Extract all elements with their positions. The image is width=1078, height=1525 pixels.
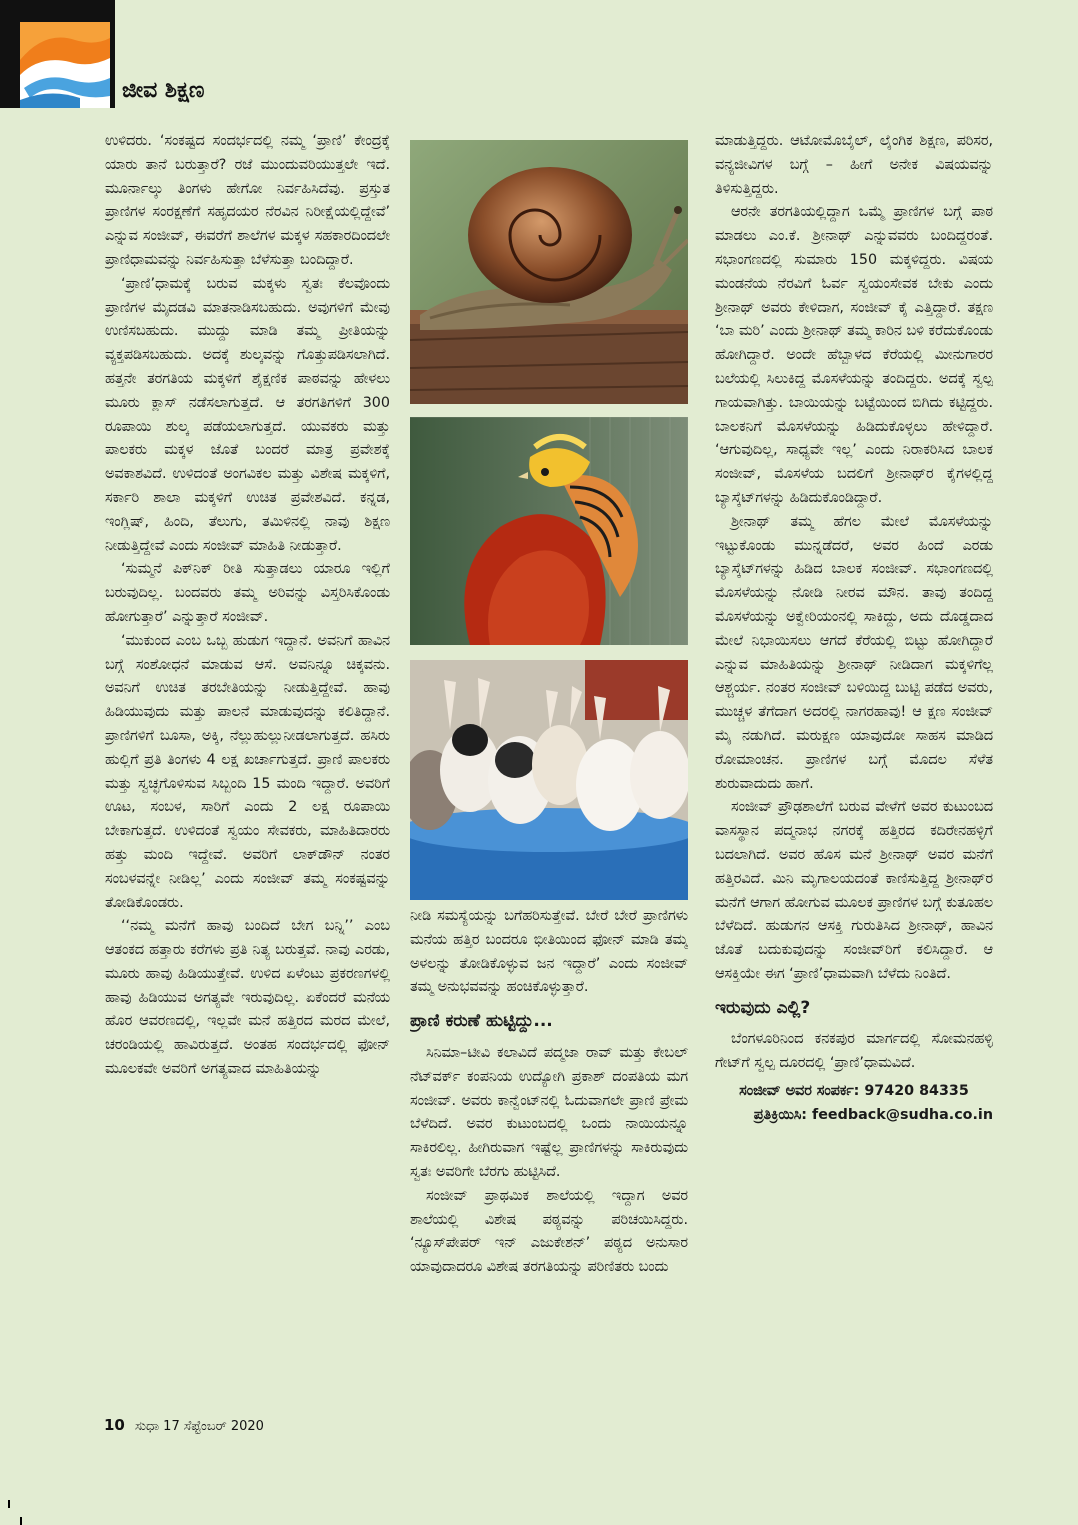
golden-pheasant-photo bbox=[410, 417, 688, 645]
subheading: ಇರುವುದು ಎಲ್ಲಿ? bbox=[715, 997, 811, 1018]
snail-photo bbox=[410, 140, 688, 404]
section-logo-icon bbox=[0, 0, 112, 108]
crop-mark bbox=[8, 1500, 10, 1508]
paragraph: ನೀಡಿ ಸಮಸ್ಯೆಯನ್ನು ಬಗೆಹರಿಸುತ್ತೇವೆ. ಬೇರೆ ಬೇರೆ ಪ್ರಾಣಿಗಳು ಮನೆಯ ಹತ್ತಿರ ಬಂದರೂ ಭೀತಿಯಿಂದ ಫೋನ್ ಮಾಡಿ ತಮ್ಮ ಅಳಲನ್ನು ತೋಡಿಕೊಳ್ಳುವ ಜನ ಇದ್ದಾರೆ’ ಎಂದು ಸಂಜೀವ್ ತಮ್ಮ ಅನುಭವವನ್ನು ಹಂಚಿಕೊಳ್ಳುತ್ತಾರೆ. bbox=[410, 908, 688, 996]
article-column-1 bbox=[105, 130, 390, 1422]
paragraph: ಮಾಡುತ್ತಿದ್ದರು. ಆಟೋಮೊಬೈಲ್, ಲೈಂಗಿಕ ಶಿಕ್ಷಣ, ಪರಿಸರ, ವನ್ಯಜೀವಿಗಳ ಬಗ್ಗೆ – ಹೀಗೆ ಅನೇಕ ವಿಷಯವನ್ನು ತಿಳಿಸುತ್ತಿದ್ದರು. bbox=[715, 133, 993, 197]
subheading: ಪ್ರಾಣಿ ಕರುಣೆ ಹುಟ್ಟಿದ್ದು... bbox=[410, 1011, 553, 1032]
paragraph: ಸಂಜೀವ್ ಪ್ರಾಥಮಿಕ ಶಾಲೆಯಲ್ಲಿ ಇದ್ದಾಗ ಅವರ ಶಾಲೆಯಲ್ಲಿ ವಿಶೇಷ ಪಠ್ಯವನ್ನು ಪರಿಚಯಿಸಿದ್ದರು. ‘ನ್ಯೂಸ್‌ಪೇಪರ್ ಇನ್ ಎಜುಕೇಶನ್’ ಪಠ್ಯದ ಅನುಸಾರ ಯಾವುದಾದರೂ ವಿಶೇಷ ತರಗತಿಯನ್ನು ಪರಿಣಿತರು ಬಂದು bbox=[410, 1187, 688, 1276]
section-title: ಜೀವ ಶಿಕ್ಷಣ bbox=[122, 78, 205, 103]
contact-line: ಸಂಜೀವ್ ಅವರ ಸಂಪರ್ಕ: 97420 84335 bbox=[739, 1083, 969, 1100]
paragraph: ‘ಮುಕುಂದ ಎಂಬ ಒಬ್ಬ ಹುಡುಗ ಇದ್ದಾನೆ. ಅವನಿಗೆ ಹಾವಿನ ಬಗ್ಗೆ ಸಂಶೋಧನೆ ಮಾಡುವ ಆಸೆ. ಅವನಿನ್ನೂ ಚಿಕ್ಕವನು. ಅವನಿಗೆ ಉಚಿತ ತರಬೇತಿಯನ್ನು ನೀಡುತ್ತಿದ್ದೇವೆ. ಹಾವು ಹಿಡಿಯುವುದು ಮತ್ತು ಪಾಲನೆ ಮಾಡುವುದನ್ನು ಕಲಿತಿದ್ದಾನೆ. ಪ್ರಾಣಿಗಳಿಗೆ ಬೂಸಾ, ಅಕ್ಕಿ, ನೆಲ್ಲುಹುಲ್ಲುನೀಡಲಾಗುತ್ತದೆ. ಹಸಿರು ಹುಲ್ಲಿಗೆ ಪ್ರತಿ ತಿಂಗಳು 4 ಲಕ್ಷ ಖರ್ಚಾಗುತ್ತದೆ. ಪ್ರಾಣಿ ಪಾಲಕರು ಮತ್ತು ಸ್ವಚ್ಛಗೊಳಿಸುವ ಸಿಬ್ಬಂದಿ 15 ಮಂದಿ ಇದ್ದಾರೆ. ಅವರಿಗೆ ಊಟ, ಸಂಬಳ, ಸಾರಿಗೆ ಎಂದು 2 ಲಕ್ಷ ರೂಪಾಯಿ ಬೇಕಾಗುತ್ತದೆ. ಉಳಿದಂತೆ ಸ್ವಯಂ ಸೇವಕರು, ಮಾಹಿತಿದಾರರು ಹತ್ತು ಮಂದಿ ಇದ್ದೇವೆ. ಅವರಿಗೆ ಲಾಕ್‌ಡೌನ್ ನಂತರ ಸಂಬಳವನ್ನೇ ನೀಡಿಲ್ಲ’ ಎಂದು ಸಂಜೀವ್ ತಮ್ಮ ಸಂಕಷ್ಟವನ್ನು ತೋಡಿಕೊಂಡರು. bbox=[105, 632, 390, 911]
paragraph: ‘ಪ್ರಾಣಿ’ಧಾಮಕ್ಕೆ ಬರುವ ಮಕ್ಕಳು ಸ್ವತಃ ಕೆಲವೊಂದು ಪ್ರಾಣಿಗಳ ಮೈದಡವಿ ಮಾತನಾಡಿಸಬಹುದು. ಅವುಗಳಿಗೆ ಮೇವು ಉಣಿಸಬಹುದು. ಮುದ್ದು ಮಾಡಿ ತಮ್ಮ ಪ್ರೀತಿಯನ್ನು ವ್ಯಕ್ತಪಡಿಸಬಹುದು. ಅದಕ್ಕೆ ಶುಲ್ಕವನ್ನು ಗೊತ್ತುಪಡಿಸಲಾಗಿದೆ. ಹತ್ತನೇ ತರಗತಿಯ ಮಕ್ಕಳಿಗೆ ಶೈಕ್ಷಣಿಕ ಪಾಠವನ್ನು ಹೇಳಲು ಮೂರು ಕ್ಲಾಸ್ ನಡೆಸಲಾಗುತ್ತದೆ. ಆ ತರಗತಿಗಳಿಗೆ 300 ರೂಪಾಯಿ ಶುಲ್ಕ ಪಡೆಯಲಾಗುತ್ತದೆ. ಯುವಕರು ಮತ್ತು ಪಾಲಕರು ಮಕ್ಕಳ ಜೊತೆ ಬಂದರೆ ಮಾತ್ರ ಪ್ರವೇಶಕ್ಕೆ ಅವಕಾಶವಿದೆ. ಉಳಿದಂತೆ ಅಂಗವಿಕಲ ಮತ್ತು ವಿಶೇಷ ಮಕ್ಕಳಿಗೆ, ಸರ್ಕಾರಿ ಶಾಲಾ ಮಕ್ಕಳಿಗೆ ಉಚಿತ ಪ್ರವೇಶವಿದೆ. ಕನ್ನಡ, ಇಂಗ್ಲಿಷ್, ಹಿಂದಿ, ತೆಲುಗು, ತಮಿಳಿನಲ್ಲಿ ನಾವು ಶಿಕ್ಷಣ ನೀಡುತ್ತಿದ್ದೇವೆ ಎಂದು ಸಂಜೀವ್ ಮಾಹಿತಿ ನೀಡುತ್ತಾರೆ. bbox=[105, 275, 390, 554]
paragraph: ಸಂಜೀವ್ ಪ್ರೌಢಶಾಲೆಗೆ ಬರುವ ವೇಳೆಗೆ ಅವರ ಕುಟುಂಬದ ವಾಸಸ್ಥಾನ ಪದ್ಮನಾಭ ನಗರಕ್ಕೆ ಹತ್ತಿರದ ಕದಿರೇನಹಳ್ಳಿಗೆ ಬದಲಾಗಿದೆ. ಅವರ ಹೊಸ ಮನೆ ಶ್ರೀನಾಥ್ ಅವರ ಮನೆಗೆ ಹತ್ತಿರವಿದೆ. ಮಿನಿ ಮೃಗಾಲಯದಂತೆ ಕಾಣಿಸುತ್ತಿದ್ದ ಶ್ರೀನಾಥ್‌ರ ಮನೆಗೆ ಆಗಾಗ ಹೋಗುವ ಮೂಲಕ ಪ್ರಾಣಿಗಳ ಬಗ್ಗೆ ಕುತೂಹಲ ಬೆಳೆದಿದೆ. ಹುಡುಗನ ಆಸಕ್ತಿ ಗುರುತಿಸಿದ ಶ್ರೀನಾಥ್, ಹಾವಿನ ಜೊತೆ ಬದುಕುವುದನ್ನು ಸಂಜೀವ್‌ರಿಗೆ ಕಲಿಸಿದ್ದಾರೆ. ಆ ಆಸಕ್ತಿಯೇ ಈಗ ‘ಪ್ರಾಣಿ’ಧಾಮವಾಗಿ ಬೆಳೆದು ನಿಂತಿದೆ. bbox=[715, 799, 993, 982]
page-number: 10 bbox=[104, 1416, 125, 1434]
paragraph: ‘‘ನಮ್ಮ ಮನೆಗೆ ಹಾವು ಬಂದಿದೆ ಬೇಗ ಬನ್ನಿ’’ ಎಂಬ ಆತಂಕದ ಹತ್ತಾರು ಕರೆಗಳು ಪ್ರತಿ ನಿತ್ಯ ಬರುತ್ತವೆ. ನಾವು ಎರಡು, ಮೂರು ಹಾವು ಹಿಡಿಯುತ್ತೇವೆ. ಉಳಿದ ಏಳೆಂಟು ಪ್ರಕರಣಗಳಲ್ಲಿ ಹಾವು ಹಿಡಿಯುವ ಅಗತ್ಯವೇ ಇರುವುದಿಲ್ಲ. ಏಕೆಂದರೆ ಮನೆಯ ಹೊರ ಆವರಣದಲ್ಲಿ, ಇಲ್ಲವೇ ಮನೆ ಹತ್ತಿರದ ಮರದ ಮೇಲೆ, ಚರಂಡಿಯಲ್ಲಿ ಹಾವಿರುತ್ತದೆ. ಅಂತಹ ಸಂದರ್ಭದಲ್ಲಿ ಫೋನ್ ಮೂಲಕವೇ ಅವರಿಗೆ ಅಗತ್ಯವಾದ ಮಾಹಿತಿಯನ್ನು bbox=[105, 918, 390, 1078]
paragraph: ಬೆಂಗಳೂರಿನಿಂದ ಕನಕಪುರ ಮಾರ್ಗದಲ್ಲಿ ಸೋಮನಹಳ್ಳಿ ಗೇಟ್‌ಗೆ ಸ್ವಲ್ಪ ದೂರದಲ್ಲಿ ‘ಪ್ರಾಣಿ’ಧಾಮವಿದೆ. bbox=[715, 1031, 993, 1072]
issue-info: ಸುಧಾ 17 ಸೆಪ್ಟೆಂಬರ್ 2020 bbox=[135, 1419, 264, 1434]
paragraph: ಉಳಿದರು. ‘ಸಂಕಷ್ಟದ ಸಂದರ್ಭದಲ್ಲಿ ನಮ್ಮ ‘ಪ್ರಾಣಿ’ ಕೇಂದ್ರಕ್ಕೆ ಯಾರು ತಾನೆ ಬರುತ್ತಾರೆ? ರಜೆ ಮುಂದುವರಿಯುತ್ತಲೇ ಇದೆ. ಮೂರ್ನಾಲ್ಕು ತಿಂಗಳು ಹೇಗೋ ನಿರ್ವಹಿಸಿದೆವು. ಪ್ರಸ್ತುತ ಪ್ರಾಣಿಗಳ ಸಂರಕ್ಷಣೆಗೆ ಸಹೃದಯರ ನೆರವಿನ ನಿರೀಕ್ಷೆಯಲ್ಲಿದ್ದೇವೆ’ ಎನ್ನುವ ಸಂಜೀವ್, ಈವರೆಗೆ ಶಾಲೆಗಳ ಮಕ್ಕಳ ಸಹಕಾರದಿಂದಲೇ ಪ್ರಾಣಿಧಾಮವನ್ನು ನಿರ್ವಹಿಸುತ್ತಾ ಬೆಳೆಸುತ್ತಾ ಬಂದಿದ್ದಾರೆ. bbox=[105, 133, 390, 268]
crop-mark bbox=[20, 1517, 22, 1525]
paragraph: ‘ಸುಮ್ಮನೆ ಪಿಕ್‌ನಿಕ್ ರೀತಿ ಸುತ್ತಾಡಲು ಯಾರೂ ಇಲ್ಲಿಗೆ ಬರುವುದಿಲ್ಲ. ಬಂದವರು ತಮ್ಮ ಅರಿವನ್ನು ವಿಸ್ತರಿಸಿಕೊಂಡು ಹೋಗುತ್ತಾರೆ’ ಎನ್ನುತ್ತಾರೆ ಸಂಜೀವ್. bbox=[105, 561, 390, 625]
rabbits-drinking-photo bbox=[410, 660, 688, 900]
paragraph: ಆರನೇ ತರಗತಿಯಲ್ಲಿದ್ದಾಗ ಒಮ್ಮೆ ಪ್ರಾಣಿಗಳ ಬಗ್ಗೆ ಪಾಠ ಮಾಡಲು ಎಂ.ಕೆ. ಶ್ರೀನಾಥ್ ಎನ್ನುವವರು ಬಂದಿದ್ದರಂತೆ. ಸಭಾಂಗಣದಲ್ಲಿ ಸುಮಾರು 150 ಮಕ್ಕಳಿದ್ದರು. ವಿಷಯ ಮಂಡನೆಯ ನೆರವಿಗೆ ಓರ್ವ ಸ್ವಯಂಸೇವಕ ಬೇಕು ಎಂದು ಶ್ರೀನಾಥ್ ಅವರು ಕೇಳಿದಾಗ, ಸಂಜೀವ್ ಕೈ ಎತ್ತಿದ್ದಾರೆ. ತಕ್ಷಣ ‘ಬಾ ಮರಿ’ ಎಂದು ಶ್ರೀನಾಥ್ ತಮ್ಮ ಕಾರಿನ ಬಳಿ ಕರೆದುಕೊಂಡು ಹೋಗಿದ್ದಾರೆ. ಅಂದೇ ಹೆಬ್ಬಾಳದ ಕೆರೆಯಲ್ಲಿ ಮೀನುಗಾರರ ಬಲೆಯಲ್ಲಿ ಸಿಲುಕಿದ್ದ ಮೊಸಳೆಯನ್ನು ತಂದಿದ್ದರು. ಅದಕ್ಕೆ ಸ್ವಲ್ಪ ಗಾಯವಾಗಿತ್ತು. ಬಾಯಿಯನ್ನು ಬಟ್ಟೆಯಿಂದ ಬಿಗಿದು ಕಟ್ಟಿದ್ದರು. ಬಾಲಕನಿಗೆ ಮೊಸಳೆಯನ್ನು ಹಿಡಿದುಕೊಳ್ಳಲು ಹೇಳಿದ್ದಾರೆ. ‘ಆಗುವುದಿಲ್ಲ, ಸಾಧ್ಯವೇ ಇಲ್ಲ’ ಎಂದು ನಿರಾಕರಿಸಿದ ಬಾಲಕ ಸಂಜೀವ್, ಮೊಸಳೆಯ ಬದಲಿಗೆ ಶ್ರೀನಾಥ್‌ರ ಕೈಗಳಲ್ಲಿದ್ದ ಬ್ಯಾಸ್ಕೆಟ್‌ಗಳನ್ನು ಹಿಡಿದುಕೊಂಡಿದ್ದಾರೆ. bbox=[715, 204, 993, 506]
feedback-line: ಪ್ರತಿಕ್ರಿಯಿಸಿ: feedback@sudha.co.in bbox=[753, 1106, 993, 1123]
paragraph: ಶ್ರೀನಾಥ್ ತಮ್ಮ ಹೆಗಲ ಮೇಲೆ ಮೊಸಳೆಯನ್ನು ಇಟ್ಟುಕೊಂಡು ಮುನ್ನಡೆದರೆ, ಅವರ ಹಿಂದೆ ಎರಡು ಬ್ಯಾಸ್ಕೆಟ್‌ಗಳನ್ನು ಹಿಡಿದ ಬಾಲಕ ಸಂಜೀವ್. ಸಭಾಂಗಣದಲ್ಲಿ ಮೊಸಳೆಯನ್ನು ನೋಡಿ ನೀರವ ಮೌನ. ತಾವು ತಂದಿದ್ದ ಮೊಸಳೆಯನ್ನು ಅಕ್ವೇರಿಯಂನಲ್ಲಿ ಸಾಕಿದ್ದು, ಅದು ದೊಡ್ಡದಾದ ಮೇಲೆ ನಿಭಾಯಿಸಲು ಆಗದೆ ಕೆರೆಯಲ್ಲಿ ಬಿಟ್ಟು ಹೋಗಿದ್ದಾರೆ ಎನ್ನುವ ಮಾಹಿತಿಯನ್ನು ಶ್ರೀನಾಥ್ ನೀಡಿದಾಗ ಮಕ್ಕಳಿಗೆಲ್ಲ ಆಶ್ಚರ್ಯ. ನಂತರ ಸಂಜೀವ್ ಬಳಿಯಿದ್ದ ಬುಟ್ಟಿ ಪಡೆದ ಅವರು, ಮುಚ್ಚಳ ತೆಗೆದಾಗ ಅದರಲ್ಲಿ ನಾಗರಹಾವು! ಆ ಕ್ಷಣ ಸಂಜೀವ್ ಮೈ ನಡುಗಿದೆ. ಮರುಕ್ಷಣ ಯಾವುದೋ ಸಾಹಸ ಮಾಡಿದ ರೋಮಾಂಚನ. ಪ್ರಾಣಿಗಳ ಬಗ್ಗೆ ಮೊದಲ ಸೆಳೆತ ಶುರುವಾದುದು ಹಾಗೆ. bbox=[715, 513, 993, 792]
article-column-3 bbox=[715, 130, 993, 1390]
paragraph: ಸಿನಿಮಾ–ಟೀವಿ ಕಲಾವಿದೆ ಪದ್ಮಜಾ ರಾವ್ ಮತ್ತು ಕೇಬಲ್ ನೆಟ್‌ವರ್ಕ್ ಕಂಪನಿಯ ಉದ್ಯೋಗಿ ಪ್ರಕಾಶ್ ದಂಪತಿಯ ಮಗ ಸಂಜೀವ್. ಅವರು ಕಾನ್ವೆಂಟ್‌ನಲ್ಲಿ ಓದುವಾಗಲೇ ಪ್ರಾಣಿ ಪ್ರೇಮ ಬೆಳೆದಿದೆ. ಅವರ ಕುಟುಂಬದಲ್ಲಿ ಒಂದು ನಾಯಿಯನ್ನೂ ಸಾಕಿರಲಿಲ್ಲ. ಹೀಗಿರುವಾಗ ಇಷ್ಟೆಲ್ಲ ಪ್ರಾಣಿಗಳನ್ನು ಸಾಕಿರುವುದು ಸ್ವತಃ ಅವರಿಗೇ ಬೆರಗು ಹುಟ್ಟಿಸಿದೆ. bbox=[410, 1044, 688, 1180]
article-column-2 bbox=[410, 905, 688, 1405]
page-footer bbox=[104, 1416, 264, 1434]
